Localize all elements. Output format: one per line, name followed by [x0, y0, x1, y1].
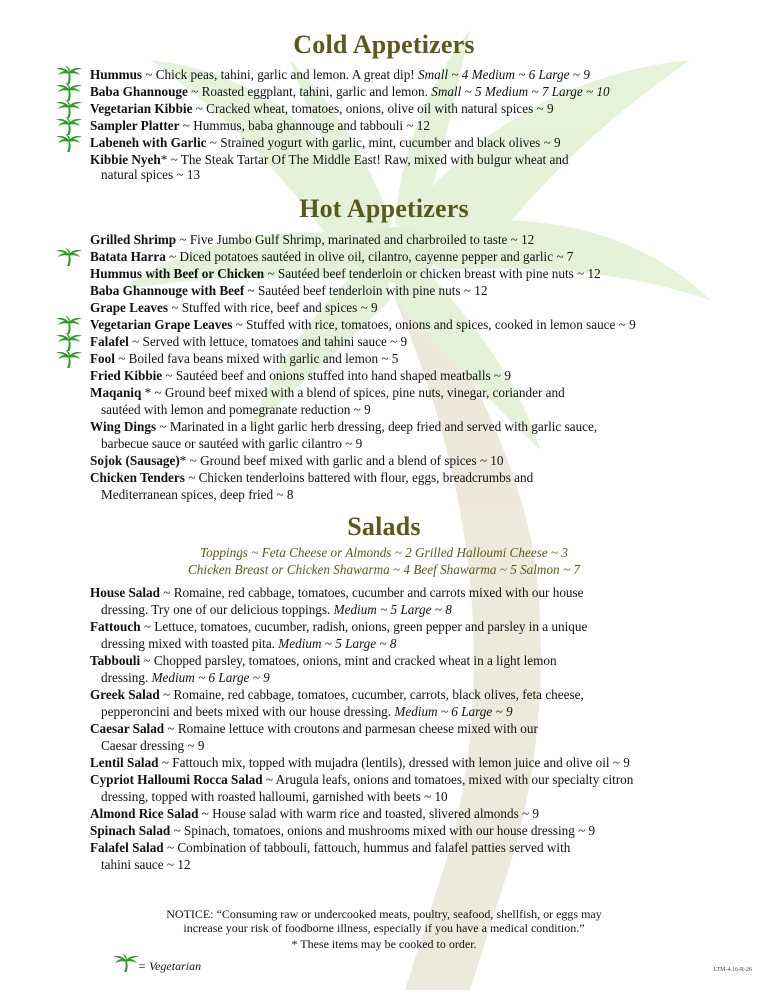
menu-item-spinach-salad: Spinach Salad ~ Spinach, tomatoes, onions and mushrooms mixed with our house dressing ~ 9 [90, 823, 596, 838]
notice-line-1: NOTICE: “Consuming raw or undercooked meats, poultry, seafood, shellfish, or eggs may [166, 907, 602, 921]
vegetarian-palm-icon [112, 953, 140, 972]
menu-item-tabbouli: Tabbouli ~ Chopped parsley, tomatoes, onions, mint and cracked wheat in a light lemon [90, 653, 557, 668]
menu-item-hummus-beef-chicken: Hummus with Beef or Chicken ~ Sautéed beef tenderloin or chicken breast with pine nuts ~ 12 [90, 266, 601, 281]
menu-item-fool: Fool ~ Boiled fava beans mixed with garlic and lemon ~ 5 [90, 351, 399, 366]
vegetarian-palm-icon [55, 133, 83, 152]
menu-item-chicken-tenders-cont: Mediterranean spices, deep fried ~ 8 [101, 487, 294, 502]
hot-appetizers-heading: Hot Appetizers [299, 194, 469, 223]
menu-item-caesar-salad-cont: Caesar dressing ~ 9 [101, 738, 205, 753]
menu-item-lentil-salad: Lentil Salad ~ Fattouch mix, topped with mujadra (lentils), dressed with lemon juice and olive oil ~ 9 [90, 755, 630, 770]
menu-item-sojok: Sojok (Sausage)* ~ Ground beef mixed with garlic and a blend of spices ~ 10 [90, 453, 504, 468]
menu-item-maqaniq: Maqaniq * ~ Ground beef mixed with a blend of spices, pine nuts, vinegar, coriander and [90, 385, 565, 400]
legend-label: = Vegetarian [138, 959, 202, 973]
menu-item-vegetarian-kibbie: Vegetarian Kibbie ~ Cracked wheat, tomatoes, onions, olive oil with natural spices ~ 9 [90, 101, 554, 116]
menu-item-falafel-salad-cont: tahini sauce ~ 12 [101, 857, 191, 872]
menu-item-falafel: Falafel ~ Served with lettuce, tomatoes and tahini sauce ~ 9 [90, 334, 408, 349]
menu-item-house-salad: House Salad ~ Romaine, red cabbage, tomatoes, cucumber and carrots mixed with our house [90, 585, 584, 600]
menu-item-hummus: Hummus ~ Chick peas, tahini, garlic and lemon. A great dip! Small ~ 4 Medium ~ 6 Large ~ 9 [90, 67, 590, 82]
menu-item-falafel-salad: Falafel Salad ~ Combination of tabbouli, fattouch, hummus and falafel patties served with [90, 840, 571, 855]
toppings-line-1: Toppings ~ Feta Cheese or Almonds ~ 2 Grilled Halloumi Cheese ~ 3 [200, 545, 568, 560]
menu-item-caesar-salad: Caesar Salad ~ Romaine lettuce with croutons and parmesan cheese mixed with our [90, 721, 538, 736]
cold-appetizers-heading: Cold Appetizers [293, 30, 475, 59]
menu-item-labeneh: Labeneh with Garlic ~ Strained yogurt with garlic, mint, cucumber and black olives ~ 9 [90, 135, 561, 150]
menu-item-fried-kibbie: Fried Kibbie ~ Sautéed beef and onions stuffed into hand shaped meatballs ~ 9 [90, 368, 511, 383]
menu-item-fattouch: Fattouch ~ Lettuce, tomatoes, cucumber, radish, onions, green pepper and parsley in a unique [90, 619, 588, 634]
notice-line-2: increase your risk of foodborne illness, especially if you have a medical condition.” [183, 921, 585, 935]
salads-heading: Salads [347, 512, 421, 541]
menu-item-baba-ghannouge-beef: Baba Ghannouge with Beef ~ Sautéed beef tenderloin with pine nuts ~ 12 [90, 283, 488, 298]
menu-item-tabbouli-cont: dressing. Medium ~ 6 Large ~ 9 [101, 670, 270, 685]
menu-item-greek-salad-cont: pepperoncini and beets mixed with our house dressing. Medium ~ 6 Large ~ 9 [101, 704, 513, 719]
notice-line-3: * These items may be cooked to order. [291, 937, 477, 951]
menu-item-grilled-shrimp: Grilled Shrimp ~ Five Jumbo Gulf Shrimp, marinated and charbroiled to taste ~ 12 [90, 232, 535, 247]
toppings-line-2: Chicken Breast or Chicken Shawarma ~ 4 Beef Shawarma ~ 5 Salmon ~ 7 [188, 562, 580, 577]
menu-item-wing-dings: Wing Dings ~ Marinated in a light garlic herb dressing, deep fried and served with garlic sauce, [90, 419, 598, 434]
menu-item-vegetarian-grape-leaves: Vegetarian Grape Leaves ~ Stuffed with rice, tomatoes, onions and spices, cooked in lemon sauce ~ 9 [90, 317, 636, 332]
menu-item-kibbie-nyeh-cont: natural spices ~ 13 [101, 167, 201, 182]
menu-item-greek-salad: Greek Salad ~ Romaine, red cabbage, tomatoes, cucumber, carrots, black olives, feta cheese, [90, 687, 584, 702]
menu-item-maqaniq-cont: sautéed with lemon and pomegranate reduction ~ 9 [101, 402, 371, 417]
form-code: LTM-4.16-R-26 [713, 967, 752, 973]
vegetarian-palm-icon [55, 349, 83, 368]
menu-item-almond-rice-salad: Almond Rice Salad ~ House salad with warm rice and toasted, slivered almonds ~ 9 [90, 806, 540, 821]
menu-item-wing-dings-cont: barbecue sauce or sautéed with garlic cilantro ~ 9 [101, 436, 363, 451]
vegetarian-palm-icon [55, 247, 83, 266]
menu-item-halloumi-rocca-salad-cont: dressing, topped with roasted halloumi, garnished with beets ~ 10 [101, 789, 448, 804]
menu-item-batata-harra: Batata Harra ~ Diced potatoes sautéed in olive oil, cilantro, cayenne pepper and garlic ~ 7 [90, 249, 574, 264]
menu-item-house-salad-cont: dressing. Try one of our delicious toppings. Medium ~ 5 Large ~ 8 [101, 602, 452, 617]
menu-item-baba-ghannouge: Baba Ghannouge ~ Roasted eggplant, tahini, garlic and lemon. Small ~ 5 Medium ~ 7 Large ~ 10 [90, 84, 610, 99]
menu-item-grape-leaves: Grape Leaves ~ Stuffed with rice, beef and spices ~ 9 [90, 300, 378, 315]
menu-item-chicken-tenders: Chicken Tenders ~ Chicken tenderloins battered with flour, eggs, breadcrumbs and [90, 470, 534, 485]
menu-item-halloumi-rocca-salad: Cypriot Halloumi Rocca Salad ~ Arugula leafs, onions and tomatoes, mixed with our specialty citron [90, 772, 634, 787]
menu-item-kibbie-nyeh: Kibbie Nyeh* ~ The Steak Tartar Of The Middle East! Raw, mixed with bulgur wheat and [90, 152, 569, 167]
menu-item-fattouch-cont: dressing mixed with toasted pita. Medium ~ 5 Large ~ 8 [101, 636, 397, 651]
menu-item-sampler-platter: Sampler Platter ~ Hummus, baba ghannouge and tabbouli ~ 12 [90, 118, 430, 133]
